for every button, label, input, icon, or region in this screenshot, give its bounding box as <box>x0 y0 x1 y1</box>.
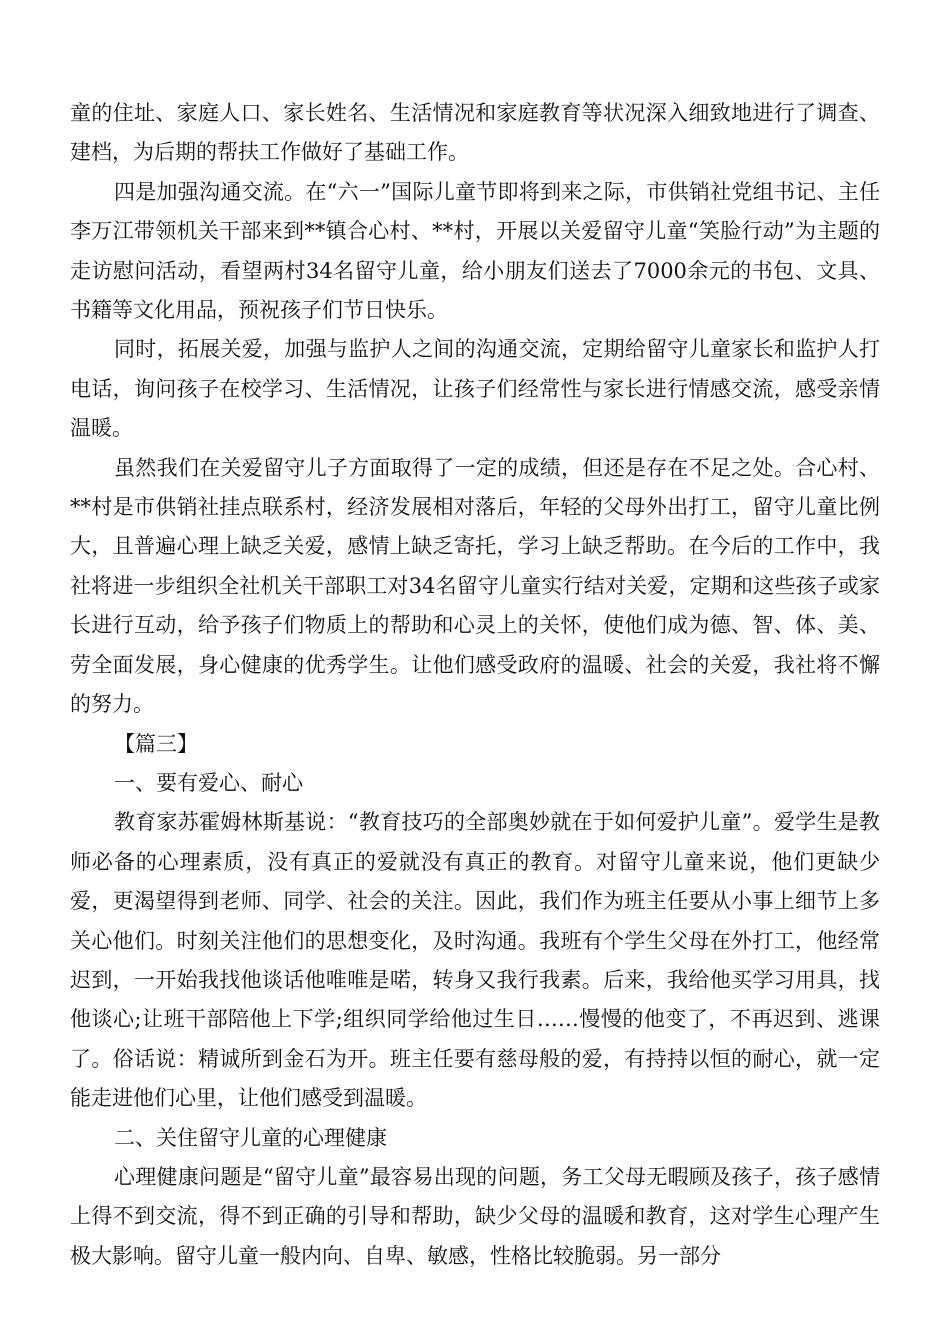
paragraph-shortcomings: 虽然我们在关爱留守儿子方面取得了一定的成绩，但还是存在不足之处。合心村、**村是市供销社挂点联系村，经济发展相对落后，年轻的父母外出打工，留守儿童比例大，且普遍心理上缺乏关爱，感情上缺乏寄托，学习上缺乏帮助。在今后的工作中，我社将进一步组织全社机关干部职工对34名留守儿童实行结对关爱，定期和这些孩子或家长进行互动，给予孩子们物质上的帮助和心灵上的关怀，使他们成为德、智、体、美、劳全面发展，身心健康的优秀学生。让他们感受政府的温暖、社会的关爱，我社将不懈的努力。 <box>70 455 880 717</box>
paragraph-mental-health: 心理健康问题是“留守儿童”最容易出现的问题，务工父母无暇顾及孩子，孩子感情上得不到交流，得不到正确的引导和帮助，缺少父母的温暖和教育，这对学生心理产生极大影响。留守儿童一般内向、自卑、敏感，性格比较脆弱。另一部分 <box>70 1164 880 1268</box>
paragraph-communication: 四是加强沟通交流。在“六一”国际儿童节即将到来之际，市供销社党组书记、主任李万江带领机关干部来到**镇合心村、**村，开展以关爱留守儿童“笑脸行动”为主题的走访慰问活动，看望两村34名留守儿童，给小朋友们送去了7000余元的书包、文具、书籍等文化用品，预祝孩子们节日快乐。 <box>70 179 880 323</box>
paragraph-guardian-contact: 同时，拓展关爱，加强与监护人之间的沟通交流，定期给留守儿童家长和监护人打电话，询问孩子在校学习、生活情况，让孩子们经常性与家长进行情感交流，感受亲情温暖。 <box>70 337 880 441</box>
paragraph-continuation: 童的住址、家庭人口、家长姓名、生活情况和家庭教育等状况深入细致地进行了调查、建档，为后期的帮扶工作做好了基础工作。 <box>70 101 880 165</box>
section-title-part-three: 【篇三】 <box>114 731 198 756</box>
paragraph-love-patience: 教育家苏霍姆林斯基说：“教育技巧的全部奥妙就在于如何爱护儿童”。爱学生是教师必备的心理素质，没有真正的爱就没有真正的教育。对留守儿童来说，他们更缺少爱，更渴望得到老师、同学、社会的关注。因此，我们作为班主任要从小事上细节上多关心他们。时刻关注他们的思想变化，及时沟通。我班有个学生父母在外打工，他经常迟到，一开始我找他谈话他唯唯是喏，转身又我行我素。后来，我给他买学习用具，找他谈心;让班干部陪他上下学;组织同学给他过生日……慢慢的他变了，不再迟到、逃课了。俗话说：精诚所到金石为开。班主任要有慈母般的爱，有持持以恒的耐心，就一定能走进他们心里，让他们感受到温暖。 <box>70 810 880 1111</box>
subheading-mental-health: 二、关住留守儿童的心理健康 <box>114 1125 387 1150</box>
subheading-love-patience: 一、要有爱心、耐心 <box>114 770 303 795</box>
